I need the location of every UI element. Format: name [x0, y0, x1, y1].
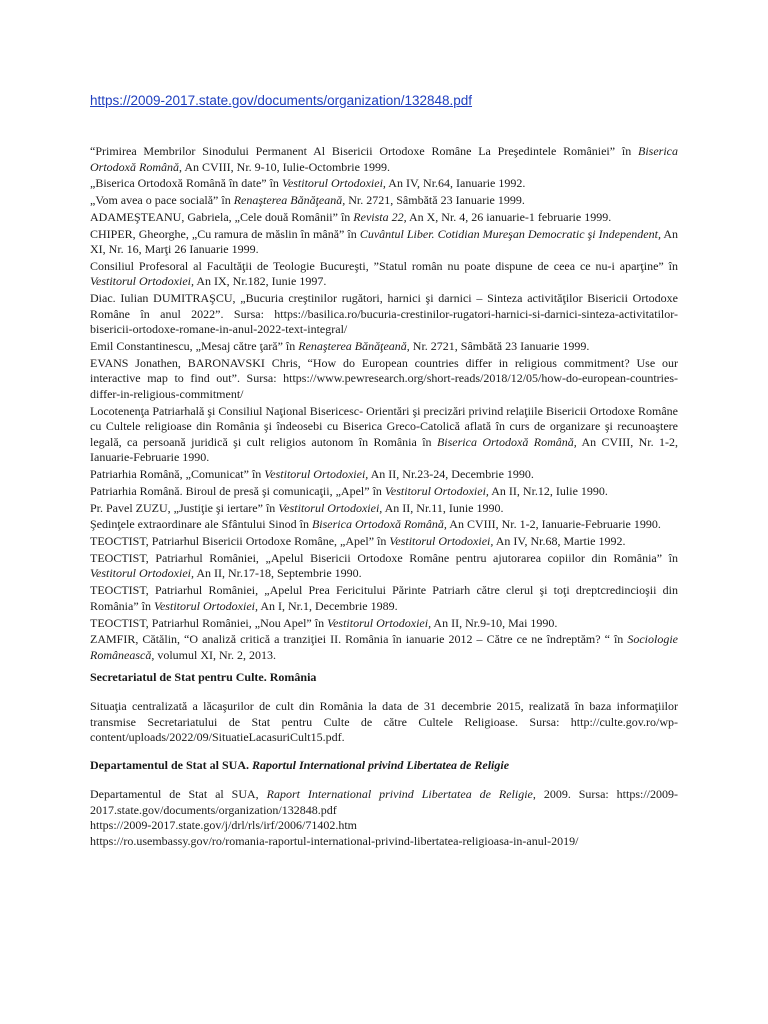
reference-text: An IV, Nr.68, Martie 1992.	[493, 534, 626, 549]
reference-entry	[90, 176, 678, 192]
reference-source-title: Vestitorul Ortodoxiei,	[90, 274, 194, 289]
reference-entry	[90, 583, 678, 614]
reference-text: , An CVIII, Nr. 9-10, Iulie-Octombrie 1999.	[179, 159, 390, 174]
report-title: Raport International privind Libertatea de Religie	[266, 787, 533, 801]
reference-text: An CVIII, Nr. 1-2, Ianuarie-Februarie 1990.	[90, 434, 678, 465]
reference-text: TEOCTIST, Patriarhul Bisericii Ortodoxe Române, „Apel” în	[90, 534, 390, 549]
report-reference	[90, 787, 678, 818]
heading-plain: Departamentul de Stat al SUA.	[90, 758, 252, 772]
reference-entry	[90, 339, 678, 355]
reference-text: EVANS Jonathen, BARONAVSKI Chris, “How do European countries differ in religious commitment? Use our interactive map to find out”. Sursa: https://www.pewresearch.org/short-reads/2018/12/05/how-do-european-countries-differ-in-religious-commitment/	[90, 355, 678, 401]
reference-text: An CVIII, Nr. 1-2, Ianuarie-Februarie 1990.	[446, 517, 661, 532]
reference-text: An XI, Nr. 16, Marţi 26 Ianuarie 1999.	[90, 226, 679, 257]
reference-source-title: Biserica Ortodoxă Română	[90, 144, 678, 174]
reference-source-title: Vestitorul Ortodoxiei,	[389, 534, 494, 549]
top-source-link[interactable]: https://2009-2017.state.gov/documents/organization/132848.pdf	[90, 93, 473, 108]
reference-source-title: Vestitorul Ortodoxiei,	[153, 598, 258, 613]
report-author: Departamentul de Stat al SUA,	[90, 787, 267, 801]
reference-text: An II, Nr.23-24, Decembrie 1990.	[368, 466, 534, 481]
section-text-secretariat: Situaţia centralizată a lăcaşurilor de cult din România la data de 31 decembrie 2015, realizată în baza informaţiilor transmise Secretariatului de Stat pentru Culte de către Cultele Religioase. Sursa: http://culte.gov.ro/wp-content/uploads/2022/09/SituatieLacasuriCult15.pdf.	[90, 699, 678, 744]
reference-text: Pr. Pavel ZUZU, „Justiţie şi iertare” în	[90, 500, 279, 515]
reference-text: An II, Nr.17-18, Septembrie 1990.	[194, 566, 362, 581]
reference-text: ADAMEŞTEANU, Gabriela, „Cele două Românii” în	[90, 209, 354, 224]
reference-entry	[90, 193, 678, 209]
reference-text: An IX, Nr.182, Iunie 1997.	[194, 274, 327, 289]
report-link-2006[interactable]: https://2009-2017.state.gov/j/drl/rls/irf/2006/71402.htm	[90, 818, 357, 832]
reference-text: Diac. Iulian DUMITRAŞCU, „Bucuria creştinilor rugători, harnici şi darnici – Sinteza activităţilor Bisericii Ortodoxe Române în anul 2022”. Sursa: https://basilica.ro/bucuria-crestinilor-rugatori-harnici-si-darnici-sinteza-activitatilor-bisericii-ortodoxe-romane-in-anul-2022-text-integral/	[90, 291, 678, 337]
reference-source-title: Biserica Ortodoxă Română,	[436, 434, 577, 449]
reference-source-title: Vestitorul Ortodoxiei,	[90, 566, 194, 581]
reference-entry	[90, 404, 678, 466]
reference-source-title: Cuvântul Liber. Cotidian Mureşan Democratic şi Independent,	[359, 226, 661, 241]
reference-entry	[90, 144, 678, 175]
reference-entry	[90, 227, 678, 258]
reference-text: „Biserica Ortodoxă Română în date” în	[90, 176, 282, 191]
reference-text: Şedinţele extraordinare ale Sfântului Sinod în	[90, 517, 312, 532]
reference-text: An I, Nr.1, Decembrie 1989.	[257, 598, 398, 613]
reference-text: TEOCTIST, Patriarhul României, „Apelul Prea Fericitului Părinte Patriarh către clerul şi toţi dreptcredincioşii din România” în	[90, 583, 678, 613]
reference-text: An IV, Nr.64, Ianuarie 1992.	[385, 176, 526, 191]
reference-text: Consiliul Profesoral al Facultăţii de Teologie Bucureşti, ”Statul român nu poate dispune de ceea ce nu-i aparţine” în	[90, 258, 678, 273]
reference-entry	[90, 259, 678, 290]
reference-text: An II, Nr.12, Iulie 1990.	[488, 483, 608, 498]
reference-source-title: Vestitorul Ortodoxiei,	[264, 466, 369, 481]
reference-entry	[90, 467, 678, 483]
section-heading-secretariat: Secretariatul de Stat pentru Culte. România	[90, 670, 317, 684]
reference-source-title: Renaşterea Bănăţeană,	[233, 193, 346, 208]
reference-entry	[90, 551, 678, 582]
reference-source-title: Vestitorul Ortodoxiei,	[278, 500, 383, 515]
reference-text: CHIPER, Gheorghe, „Cu ramura de măslin în mână” în	[90, 226, 360, 241]
reference-text: “Primirea Membrilor Sinodului Permanent Al Bisericii Ortodoxe Române La Preşedintele României” în	[90, 144, 638, 158]
reference-source-title: Vestitorul Ortodoxiei,	[281, 176, 386, 191]
section-heading-departament	[90, 758, 678, 774]
section-text-departament	[90, 787, 678, 849]
reference-entry	[90, 356, 678, 403]
reference-text: TEOCTIST, Patriarhul României, „Apelul Bisericii Ortodoxe Române pentru ajutorarea copiilor din România” în	[90, 550, 678, 565]
reference-source-title: Sociologie Românească,	[90, 632, 678, 662]
reference-entry	[90, 534, 678, 550]
reference-text: Emil Constantinescu, „Mesaj către ţară” în	[90, 339, 299, 354]
reference-text: An X, Nr. 4, 26 ianuarie-1 februarie 1999.	[406, 209, 612, 224]
reference-entry	[90, 616, 678, 632]
reference-source-title: Biserica Ortodoxă Română,	[311, 517, 447, 532]
reference-source-title: Renaşterea Bănăţeană,	[298, 339, 410, 354]
reference-text: volumul XI, Nr. 2, 2013.	[154, 647, 276, 662]
references-list	[90, 144, 678, 665]
reference-text: Locotenenţa Patriarhală şi Consiliul Naţional Bisericesc- Orientări şi precizări privind relaţiile Bisericii Ortodoxe Române cu Cultele religioase din România şi îndeosebi cu Biserica Greco-Catolică aflată în curs de organizare şi recunoaştere legală, ca persoană juridică şi cult religios autonom în România în	[90, 403, 678, 449]
reference-entry	[90, 291, 678, 338]
reference-text: An II, Nr.11, Iunie 1990.	[382, 500, 504, 515]
reference-text: ZAMFIR, Cătălin, “O analiză critică a tranziţiei II. România în ianuarie 2012 – Către ce ne îndreptăm? “ în	[90, 632, 628, 647]
reference-entry	[90, 517, 678, 533]
reference-text: Nr. 2721, Sâmbătă 23 Ianuarie 1999.	[345, 193, 525, 208]
reference-text: TEOCTIST, Patriarhul României, „Nou Apel” în	[90, 615, 328, 630]
reference-source-title: Vestitorul Ortodoxiei,	[384, 483, 489, 498]
reference-entry	[90, 210, 678, 226]
heading-italic: Raportul International privind Libertatea de Religie	[252, 758, 510, 772]
reference-source-title: Vestitorul Ortodoxiei,	[327, 615, 432, 630]
reference-text: „Vom avea o pace socială” în	[90, 193, 234, 208]
reference-entry	[90, 484, 678, 500]
report-link-2019[interactable]: https://ro.usembassy.gov/ro/romania-raportul-international-privind-libertatea-religioasa-in-anul-2019/	[90, 833, 579, 848]
reference-text: Patriarhia Română, „Comunicat” în	[90, 466, 265, 481]
reference-entry	[90, 632, 678, 663]
reference-text: Nr. 2721, Sâmbătă 23 Ianuarie 1999.	[409, 339, 590, 354]
reference-text: An II, Nr.9-10, Mai 1990.	[431, 615, 558, 630]
reference-text: Patriarhia Română. Biroul de presă şi comunicaţii, „Apel” în	[90, 483, 385, 498]
reference-source-title: Revista 22,	[353, 209, 407, 224]
reference-entry	[90, 501, 678, 517]
report-source: , 2009. Sursa: https://2009-2017.state.gov/documents/organization/132848.pdf	[90, 787, 679, 817]
